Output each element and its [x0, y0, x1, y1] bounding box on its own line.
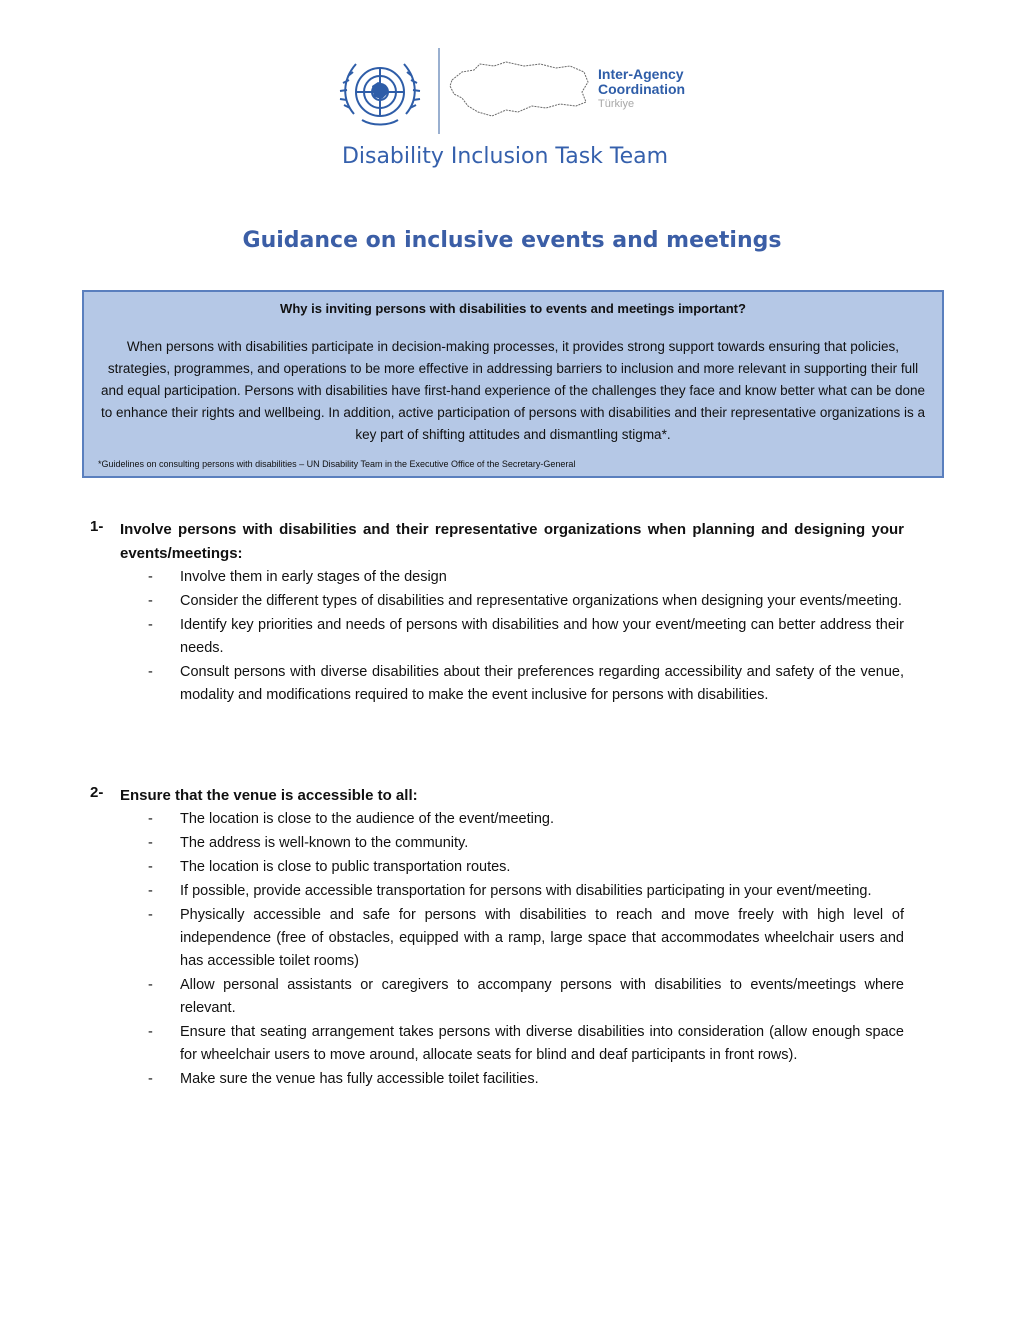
list-item	[90, 974, 904, 1020]
list-item	[90, 1021, 904, 1067]
turkiye-map-icon	[448, 58, 593, 126]
dash-bullet: -	[148, 617, 153, 633]
list-item-text: The address is well-known to the community.	[180, 835, 469, 851]
header-divider	[438, 48, 440, 134]
list-item-text: Consult persons with diverse disabilities about their preferences regarding accessibility and safety of the venue, modality and modifications required to make the event inclusive for persons with disabilities.	[180, 664, 904, 703]
dash-bullet: -	[148, 883, 153, 899]
callout-heading: Why is inviting persons with disabilities to events and meetings important?	[280, 301, 746, 316]
dash-bullet: -	[148, 811, 153, 827]
dash-bullet: -	[148, 977, 153, 993]
section-number: 2-	[90, 784, 104, 801]
list-item-text: Physically accessible and safe for persons with disabilities to reach and move freely with high level of independence (free of obstacles, equipped with a ramp, large space that accommodates wheelchair users and has accessible toilet rooms)	[180, 907, 904, 969]
page-title: Guidance on inclusive events and meetings	[242, 228, 782, 253]
dash-bullet: -	[148, 569, 153, 585]
list-item	[90, 856, 904, 879]
callout-footnote: *Guidelines on consulting persons with disabilities – UN Disability Team in the Executive Office of the Secretary-General	[98, 459, 576, 469]
un-emblem-icon	[332, 52, 428, 134]
dash-bullet: -	[148, 1071, 153, 1087]
list-item	[90, 880, 904, 903]
section-1	[90, 518, 904, 708]
section-heading: Ensure that the venue is accessible to all:	[120, 787, 418, 804]
org-line-1: Inter-Agency	[598, 66, 684, 82]
list-item-text: The location is close to the audience of the event/meeting.	[180, 811, 555, 827]
dash-bullet: -	[148, 593, 153, 609]
dash-bullet: -	[148, 1024, 153, 1040]
list-item	[90, 566, 904, 589]
list-item-text: Allow personal assistants or caregivers to accompany persons with disabilities to events/meetings where relevant.	[180, 977, 904, 1016]
section-2	[90, 784, 904, 1092]
list-item	[90, 590, 904, 613]
list-item	[90, 808, 904, 831]
org-line-2: Coordination	[598, 81, 686, 97]
org-wordmark	[598, 67, 685, 112]
list-item-text: Consider the different types of disabilities and representative organizations when designing your events/meeting.	[180, 593, 902, 609]
section-heading: Involve persons with disabilities and their representative organizations when planning and designing your events/meetings:	[120, 521, 904, 562]
section-2-list	[90, 808, 904, 1091]
importance-callout	[82, 290, 944, 478]
list-item-text: Involve them in early stages of the design	[180, 569, 447, 585]
list-item-text: If possible, provide accessible transportation for persons with disabilities participating in your event/meeting.	[180, 883, 872, 899]
team-title: Disability Inclusion Task Team	[341, 144, 669, 169]
list-item-text: Ensure that seating arrangement takes persons with diverse disabilities into consideration (allow enough space for wheelchair users to move around, allocate seats for blind and deaf participants in front rows).	[180, 1024, 904, 1063]
list-item-text: Identify key priorities and needs of persons with disabilities and how your event/meeting can better address their needs.	[180, 617, 904, 656]
document-header	[0, 0, 1024, 180]
dash-bullet: -	[148, 859, 153, 875]
list-item-text: The location is close to public transportation routes.	[180, 859, 511, 875]
list-item-text: Make sure the venue has fully accessible toilet facilities.	[180, 1071, 539, 1087]
list-item	[90, 1068, 904, 1091]
dash-bullet: -	[148, 907, 153, 923]
org-line-3: Türkiye	[598, 98, 635, 110]
list-item	[90, 832, 904, 855]
list-item	[90, 904, 904, 973]
section-1-list	[90, 566, 904, 707]
callout-body: When persons with disabilities participate in decision-making processes, it provides strong support towards ensuring that policies, strategies, programmes, and operations to be more effective in addressing barriers to inclusion and more relevant in supporting their full and equal participation. Persons with disabilities have first-hand experience of the challenges they face and know better what can be done to enhance their rights and wellbeing. In addition, active participation of persons with disabilities and their representative organizations is a key part of shifting attitudes and dismantling stigma*.	[100, 339, 925, 442]
dash-bullet: -	[148, 835, 153, 851]
dash-bullet: -	[148, 664, 153, 680]
list-item	[90, 614, 904, 660]
list-item	[90, 661, 904, 707]
section-number: 1-	[90, 518, 104, 535]
